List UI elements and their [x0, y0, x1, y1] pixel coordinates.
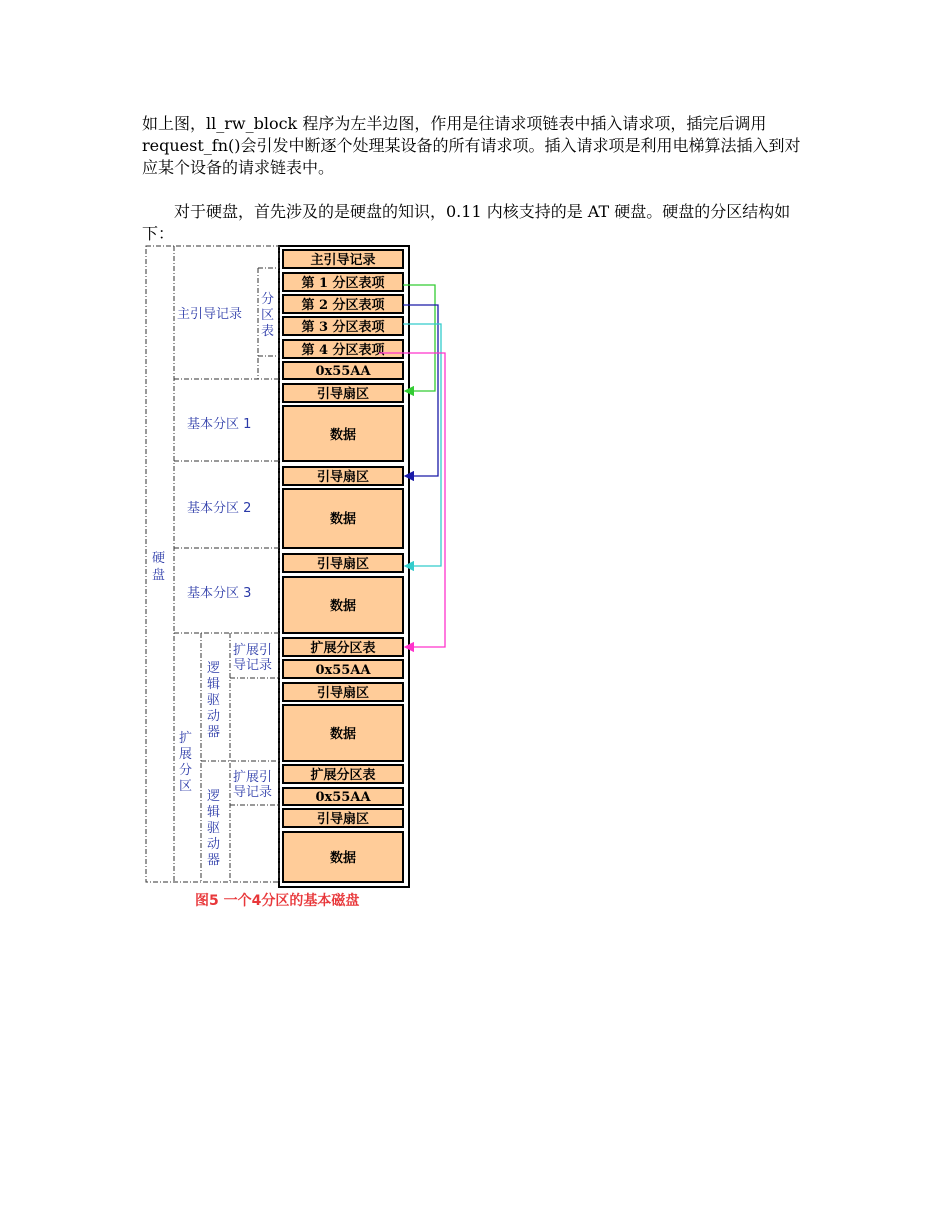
- svg-text:第 4 分区表项: 第 4 分区表项: [301, 343, 385, 358]
- label-ext-boot-record-1-line1: 扩展引: [233, 643, 273, 658]
- block-2: [283, 295, 403, 313]
- svg-text:扩展分区表: 扩展分区表: [310, 768, 376, 783]
- figure-caption: 图5 一个4分区的基本磁盘: [195, 893, 360, 909]
- svg-text:主引导记录: 主引导记录: [310, 253, 376, 268]
- paragraph-intro: 如上图，ll_rw_block 程序为左半边图，作用是往请求项链表中插入请求项，插完后调用 request_fn()会引发中断逐个处理某设备的所有请求项。插入请求项是利用电梯算法插入到对应某个设备的请求链表中。: [142, 114, 801, 177]
- label-primary-3: 基本分区 3: [187, 586, 252, 601]
- svg-text:数据: 数据: [329, 727, 357, 742]
- block-15: [283, 705, 403, 761]
- label-primary-2: 基本分区 2: [187, 501, 252, 516]
- block-17: [283, 788, 403, 805]
- svg-text:引导扇区: 引导扇区: [316, 686, 370, 701]
- block-3: [283, 317, 403, 335]
- block-12: [283, 638, 403, 656]
- label-primary-1: 基本分区 1: [187, 417, 252, 432]
- block-9: [283, 489, 403, 548]
- svg-text:数据: 数据: [329, 599, 357, 614]
- label-mbr: 主引导记录: [177, 307, 243, 322]
- paragraph-harddisk: 对于硬盘，首先涉及的是硬盘的知识，0.11 内核支持的是 AT 硬盘。硬盘的分区结构如下：: [142, 202, 791, 243]
- svg-text:0x55AA: 0x55AA: [315, 663, 371, 678]
- block-16: [283, 765, 403, 783]
- svg-text:引导扇区: 引导扇区: [316, 470, 370, 485]
- block-6: [283, 384, 403, 402]
- label-logical-drive-2: 逻辑驱动器: [207, 789, 221, 868]
- label-extended: 扩展分区: [179, 731, 193, 794]
- label-ext-boot-record-2-line2: 导记录: [233, 785, 273, 800]
- block-19: [283, 832, 403, 882]
- block-7: [283, 406, 403, 461]
- label-ext-boot-record-1-line2: 导记录: [233, 658, 273, 673]
- svg-text:第 1 分区表项: 第 1 分区表项: [301, 276, 385, 291]
- label-disk-vertical: 硬盘: [152, 551, 166, 583]
- svg-text:数据: 数据: [329, 512, 357, 527]
- svg-text:0x55AA: 0x55AA: [315, 364, 371, 379]
- block-11: [283, 577, 403, 633]
- label-ext-boot-record-2-line1: 扩展引: [233, 770, 273, 785]
- svg-text:第 3 分区表项: 第 3 分区表项: [301, 320, 385, 335]
- block-10: [283, 554, 403, 572]
- svg-text:引导扇区: 引导扇区: [316, 812, 370, 827]
- svg-text:数据: 数据: [329, 851, 357, 866]
- svg-text:引导扇区: 引导扇区: [316, 557, 370, 572]
- label-partition-table: 分区表: [261, 292, 275, 339]
- block-5: [283, 362, 403, 379]
- svg-text:0x55AA: 0x55AA: [315, 790, 371, 805]
- block-4: [283, 340, 403, 358]
- block-0: [283, 250, 403, 268]
- block-14: [283, 683, 403, 701]
- label-logical-drive-1: 逻辑驱动器: [207, 661, 221, 740]
- svg-text:扩展分区表: 扩展分区表: [310, 641, 376, 656]
- block-8: [283, 467, 403, 485]
- svg-text:数据: 数据: [329, 428, 357, 443]
- block-18: [283, 809, 403, 827]
- svg-text:引导扇区: 引导扇区: [316, 387, 370, 402]
- block-1: [283, 273, 403, 291]
- arrow-partition-1: [403, 285, 435, 391]
- block-13: [283, 660, 403, 678]
- svg-text:第 2 分区表项: 第 2 分区表项: [301, 298, 385, 313]
